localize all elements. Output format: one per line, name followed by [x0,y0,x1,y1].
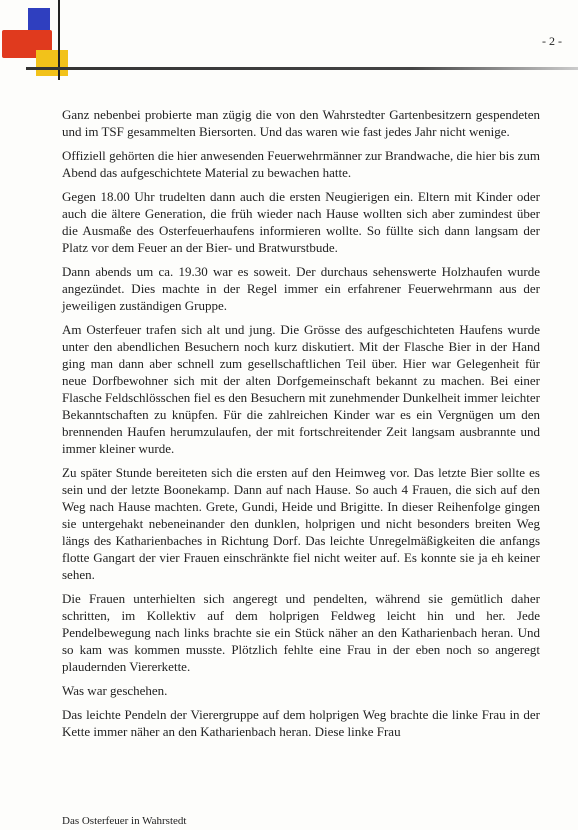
page-number: - 2 - [542,34,562,48]
paragraph: Am Osterfeuer trafen sich alt und jung. Die Grösse des aufgeschichteten Haufens wurde unter den abendlichen Besuchern noch kurz diskutiert. Mit der Flasche Bier in der Hand ging man dann aber schnell zum gesellschaftlichen Teil über. Hier war Gelegenheit für neue Dorfbewohner sich mit der alten Dorfgemeinschaft bekannt zu machen. Bei einer Flasche Feldschlösschen fiel es den Besuchern mit zunehmender Dunkelheit immer leichter Bekanntschaften zu knüpfen. Für die zahlreichen Kinder war es ein Vergnügen um den brennenden Haufen herumzulaufen, der mit fortschreitender Zeit langsam ausbrannte und immer kleiner wurde. [62,322,540,456]
paragraph: Dann abends um ca. 19.30 war es soweit. Der durchaus sehenswerte Holzhaufen wurde angezündet. Dies machte in der Regel immer ein erfahrener Feuerwehrmann aus der jeweiligen zuständigen Gruppe. [62,264,540,313]
paragraph: Gegen 18.00 Uhr trudelten dann auch die ersten Neugierigen ein. Eltern mit Kinder oder auch die ältere Generation, die früh wieder nach Hause wollten sich aber zumindest über die Ausmaße des Osterfeuerhaufens informieren wollte. So füllte sich dann langsam der Platz vor dem Feuer an der Bier- und Bratwurstbude. [62,189,540,255]
paragraph: Was war geschehen. [62,683,168,698]
footer-text: Das Osterfeuer in Wahrstedt [62,815,187,827]
logo-blue-square [28,8,50,30]
header-rule [26,67,578,70]
logo-yellow-square [36,50,68,76]
paragraph: Das leichte Pendeln der Vierergruppe auf dem holprigen Weg brachte die linke Frau in der Kette immer näher an den Katharienbach heran. Diese linke Frau [62,707,540,739]
document-body [62,106,540,747]
paragraph: Zu später Stunde bereiteten sich die ersten auf den Heimweg vor. Das letzte Bier sollte es sein und der letzte Boonekamp. Dann auf nach Hause. So auch 4 Frauen, die sich auf den Weg nach Hause machten. Grete, Gundi, Heide und Brigitte. In dieser Reihenfolge gingen sie untergehakt nebeneinander den dunklen, holprigen und nicht besonders breiten Weg längs des Katharienbaches in Richtung Dorf. Das leichte Unregelmäßigkeiten die anfangs flotte Gangart der vier Frauen einschränkte fiel nicht weiter auf. Es konnte sie ja eh keiner sehen. [62,465,540,582]
paragraph: Die Frauen unterhielten sich angeregt und pendelten, während sie gemütlich daher schritten, im Kollektiv auf dem holprigen Feldweg leicht hin und her. Jede Pendelbewegung nach links brachte sie ein Stück näher an den Katharienbach heran. Und so kam was kommen musste. Plötzlich fehlte eine Frau in der eben noch so angeregt plaudernden Viererkette. [62,591,540,674]
paragraph: Offiziell gehörten die hier anwesenden Feuerwehrmänner zur Brandwache, die hier bis zum Abend das aufgeschichtete Material zu bewachen hatte. [62,148,540,180]
paragraph: Ganz nebenbei probierte man zügig die von den Wahrstedter Gartenbesitzern gespendeten und im TSF gesammelten Biersorten. Und das waren wie fast jedes Jahr nicht wenige. [62,107,540,139]
